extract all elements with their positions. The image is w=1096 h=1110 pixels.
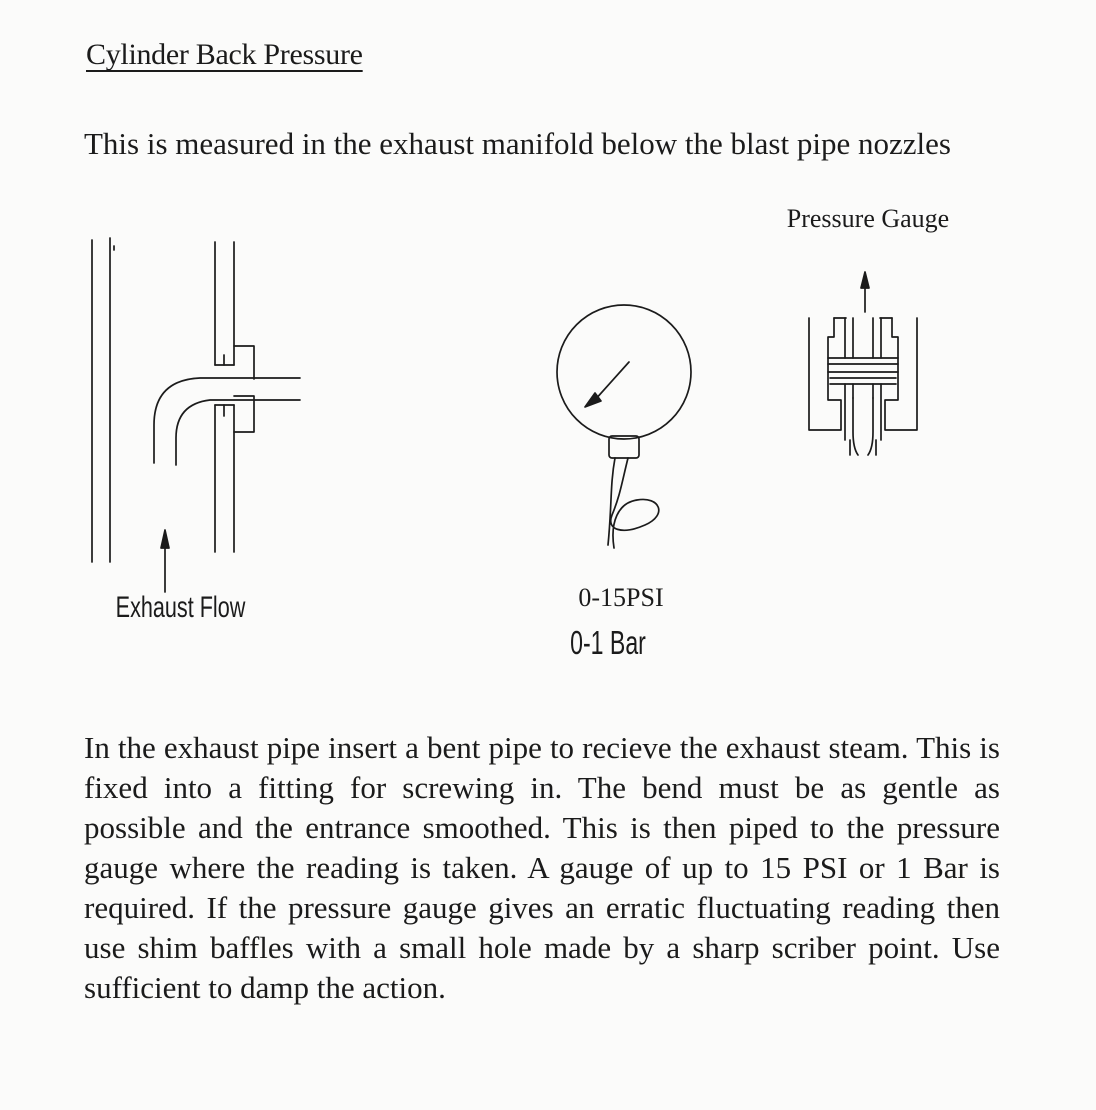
gauge-range-psi-label: 0-15PSI <box>578 583 664 612</box>
dial-gauge <box>557 305 691 458</box>
intro-paragraph: This is measured in the exhaust manifold below the blast pipe nozzles <box>84 126 951 161</box>
page-title: Cylinder Back Pressure <box>86 38 363 71</box>
exhaust-pipe-section <box>92 238 234 562</box>
gauge-range-bar-label: 0-1 Bar <box>570 624 646 661</box>
screw-fitting <box>224 346 254 432</box>
gauge-fitting-section <box>809 318 917 455</box>
pressure-gauge-arrow <box>861 272 869 312</box>
exhaust-flow-arrow <box>161 530 169 592</box>
pressure-gauge-label: Pressure Gauge <box>786 204 950 233</box>
body-paragraph: In the exhaust pipe insert a bent pipe to recieve the exhaust steam. This is fixed into a fitting for screwing in. The bend must be as gentle as possible and the entrance smoothed. This is then piped to the pressure gauge where the reading is taken. A gauge of up to 15 PSI or 1 Bar is required. If the pressure gauge gives an erratic fluctuating reading then use shim baffles with a small hole made by a sharp scriber point. Use sufficient to damp the action. <box>84 730 1000 1005</box>
gauge-tube <box>608 458 659 548</box>
bent-pipe <box>154 378 300 465</box>
exhaust-flow-label: Exhaust Flow <box>115 591 246 624</box>
